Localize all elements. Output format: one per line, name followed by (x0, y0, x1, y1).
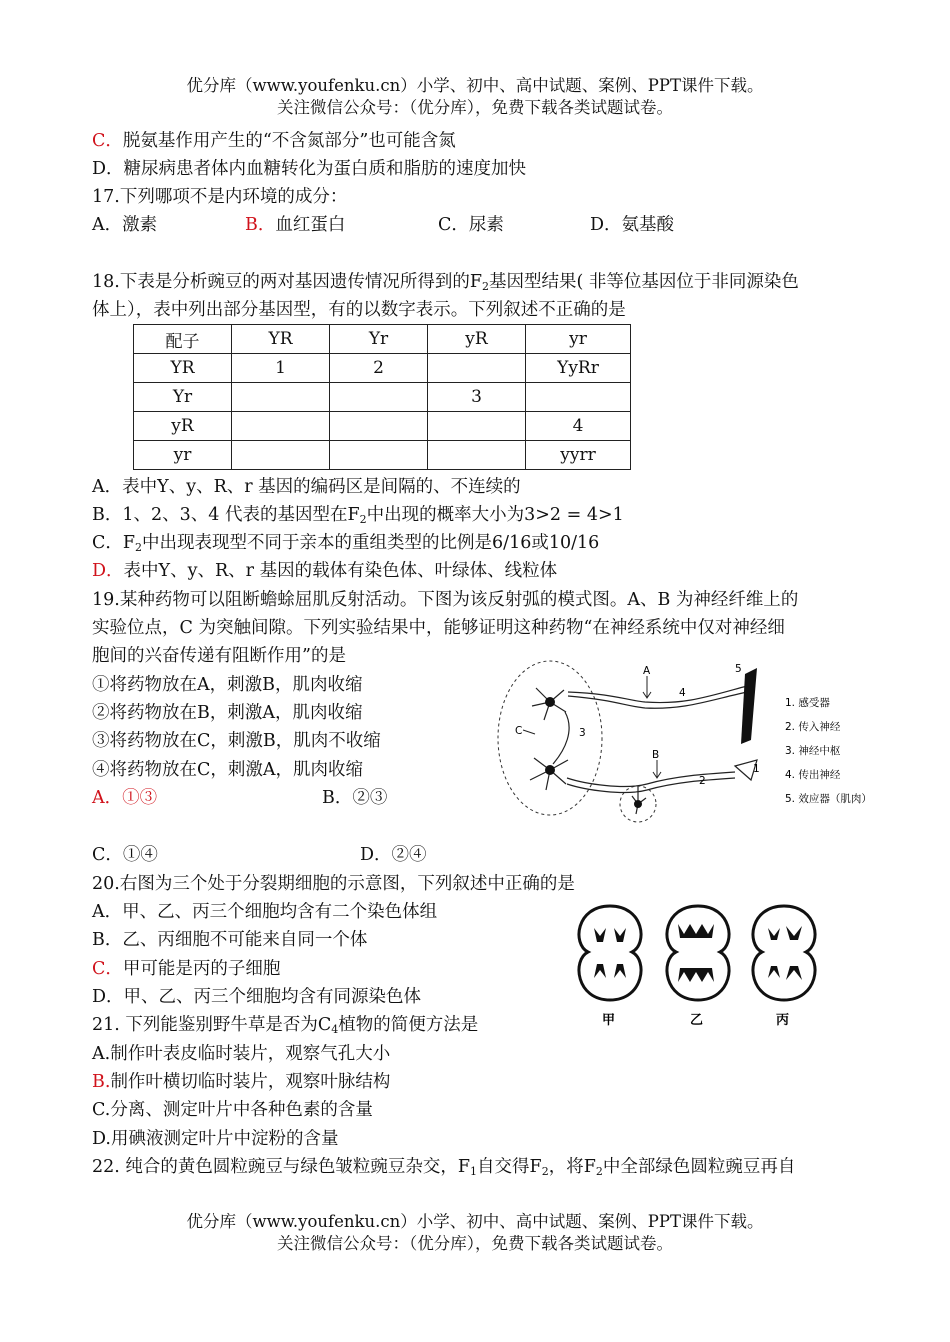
q16-option-c-letter: C． (92, 131, 123, 151)
q18-option-c: C．$F_2$中出现表现型不同于亲本的重组类型的比例是6/16或10/16 (92, 533, 600, 554)
table-header-cell: yr (526, 325, 631, 354)
table-header-cell: 配子 (134, 325, 232, 354)
table-cell (428, 354, 526, 383)
q16-option-c: C．脱氨基作用产生的“不含氮部分”也可能含氮 (92, 131, 456, 151)
table-header-row (134, 325, 631, 354)
q21-stem: 21. 下列能鉴别野牛草是否为$C_4$植物的简便方法是 (92, 1015, 479, 1036)
q22-stem: 22. 纯合的黄色圆粒豌豆与绿色皱粒豌豆杂交，$F_1$自交得$F_2$，将$F_2$中全部绿色圆粒豌豆再自 (92, 1157, 796, 1178)
genotype-table (133, 324, 631, 470)
q18-option-b: B．1、2、3、4 代表的基因型在$F_2$中出现的概率大小为3>2 = 4>1 (92, 505, 624, 526)
q21-option-a: A.制作叶表皮临时装片，观察气孔大小 (92, 1044, 391, 1064)
q19-item-4: ④将药物放在C，刺激A，肌肉收缩 (92, 760, 364, 780)
chromosomes-jia-bottom (594, 964, 626, 978)
q18-stem-line1: 18.下表是分析豌豆的两对基因遗传情况所得到的$F_2$基因型结果( 非等位基因位于非同源染色 (92, 272, 799, 293)
q19-stem-line3: 胞间的兴奋传递有阻断作用”的是 (92, 646, 346, 666)
table-cell: Yr (134, 383, 232, 412)
table-cell (428, 412, 526, 441)
table-cell: 2 (330, 354, 428, 383)
page-footer-line1: 优分库（www.youfenku.cn）小学、初中、高中试题、案例、PPT课件下载。 (186, 1212, 764, 1231)
neuron-body-lower (545, 765, 555, 775)
nerve-center-outline (498, 661, 602, 815)
table-header-cell: yR (428, 325, 526, 354)
q17-stem: 17.下列哪项不是内环境的成分： (92, 187, 348, 207)
table-cell (330, 441, 428, 470)
table-row (134, 412, 631, 441)
cell-label-jia: 甲 (602, 1013, 616, 1028)
legend-item: 4. 传出神经 (785, 769, 841, 781)
table-cell (232, 412, 330, 441)
page-header-line1: 优分库（www.youfenku.cn）小学、初中、高中试题、案例、PPT课件下载。 (186, 76, 764, 95)
legend-item: 3. 神经中枢 (785, 745, 841, 757)
q19-stem-line2: 实验位点，C 为突触间隙。下列实验结果中，能够证明这种药物“在神经系统中仅对神经细 (92, 618, 785, 638)
q17-option-b: B．血红蛋白 (245, 215, 346, 235)
q18-stem-line2: 体上），表中列出部分基因型，有的以数字表示。下列叙述不正确的是 (92, 300, 626, 320)
mark-1: 1 (753, 763, 760, 775)
table-cell: YyRr (526, 354, 631, 383)
q20-stem: 20.右图为三个处于分裂期细胞的示意图，下列叙述中正确的是 (92, 874, 575, 894)
reflex-arc-figure (495, 660, 875, 832)
legend-item: 2. 传入神经 (785, 721, 841, 733)
table-cell: yR (134, 412, 232, 441)
table-cell: 1 (232, 354, 330, 383)
q19-item-3: ③将药物放在C，刺激B，肌肉不收缩 (92, 731, 381, 751)
cell-jia (579, 906, 641, 1000)
q19-option-a: A．①③ (92, 788, 158, 808)
mark-a: A (643, 665, 651, 677)
neuron-body-upper (545, 697, 555, 707)
legend-item: 5. 效应器（肌肉） (785, 793, 872, 805)
cell-bing (753, 906, 815, 1000)
table-cell: yyrr (526, 441, 631, 470)
site-a-arrow (643, 676, 651, 698)
chromosomes-bing-top (768, 926, 802, 940)
q19-option-b: B．②③ (322, 788, 388, 808)
table-header-cell: YR (232, 325, 330, 354)
cell-label-yi: 乙 (690, 1013, 704, 1028)
table-row (134, 354, 631, 383)
q17-option-a: A．激素 (92, 215, 158, 235)
mark-5: 5 (735, 663, 742, 675)
q17-option-c: C．尿素 (438, 215, 504, 235)
table-cell: 4 (526, 412, 631, 441)
table-cell: YR (134, 354, 232, 383)
table-cell (428, 441, 526, 470)
table-cell (330, 412, 428, 441)
mark-4: 4 (679, 687, 686, 699)
dividing-cells-figure (570, 900, 835, 1028)
muscle-effector (741, 668, 757, 744)
q19-stem-line1: 19.某种药物可以阻断蟾蜍屈肌反射活动。下图为该反射弧的模式图。A、B 为神经纤维上的 (92, 590, 799, 610)
table-cell (232, 383, 330, 412)
chromosomes-jia-top (594, 928, 626, 942)
q19-option-c: C．①④ (92, 845, 158, 865)
table-cell (526, 383, 631, 412)
table-cell (232, 441, 330, 470)
chromosomes-yi-bottom (678, 968, 714, 982)
page-footer-line2: 关注微信公众号：（优分库），免费下载各类试题试卷。 (277, 1234, 673, 1253)
table-cell (330, 383, 428, 412)
q21-option-b: B.制作叶横切临时装片，观察叶脉结构 (92, 1072, 391, 1092)
legend-item: 1. 感受器 (785, 697, 830, 709)
q19-item-2: ②将药物放在B，刺激A，肌肉收缩 (92, 703, 363, 723)
q21-option-c: C.分离、测定叶片中各种色素的含量 (92, 1100, 373, 1120)
q16-option-d: D．糖尿病患者体内血糖转化为蛋白质和脂肪的速度加快 (92, 159, 527, 179)
mark-2: 2 (699, 775, 706, 787)
q18-option-d: D．表中Y、y、R、r 基因的载体有染色体、叶绿体、线粒体 (92, 561, 558, 581)
q18-option-a: A．表中Y、y、R、r 基因的编码区是间隔的、不连续的 (92, 477, 521, 497)
q20-option-d: D．甲、乙、丙三个细胞均含有同源染色体 (92, 987, 422, 1007)
q17-option-d: D．氨基酸 (590, 215, 675, 235)
mark-c: C (515, 725, 523, 737)
mark-3: 3 (579, 727, 586, 739)
table-cell: yr (134, 441, 232, 470)
cell-label-bing: 丙 (776, 1013, 790, 1028)
q19-option-d: D．②④ (360, 845, 427, 865)
site-b-arrow (653, 760, 661, 778)
page-header-line2: 关注微信公众号：（优分库），免费下载各类试题试卷。 (277, 98, 673, 117)
q20-option-a: A．甲、乙、丙三个细胞均含有二个染色体组 (92, 902, 438, 922)
table-row (134, 441, 631, 470)
q20-option-b: B．乙、丙细胞不可能来自同一个体 (92, 930, 368, 950)
table-cell: 3 (428, 383, 526, 412)
mark-b: B (652, 749, 660, 761)
table-header-cell: Yr (330, 325, 428, 354)
cell-yi (667, 906, 729, 1000)
q19-item-1: ①将药物放在A，刺激B，肌肉收缩 (92, 675, 363, 695)
site-c-pointer (523, 730, 535, 734)
q21-option-d: D.用碘液测定叶片中淀粉的含量 (92, 1129, 339, 1149)
ganglion-neuron-body (634, 800, 642, 808)
table-row (134, 383, 631, 412)
chromosomes-yi-top (678, 924, 714, 938)
q20-option-c: C．甲可能是丙的子细胞 (92, 959, 281, 979)
chromosomes-bing-bottom (768, 966, 802, 980)
